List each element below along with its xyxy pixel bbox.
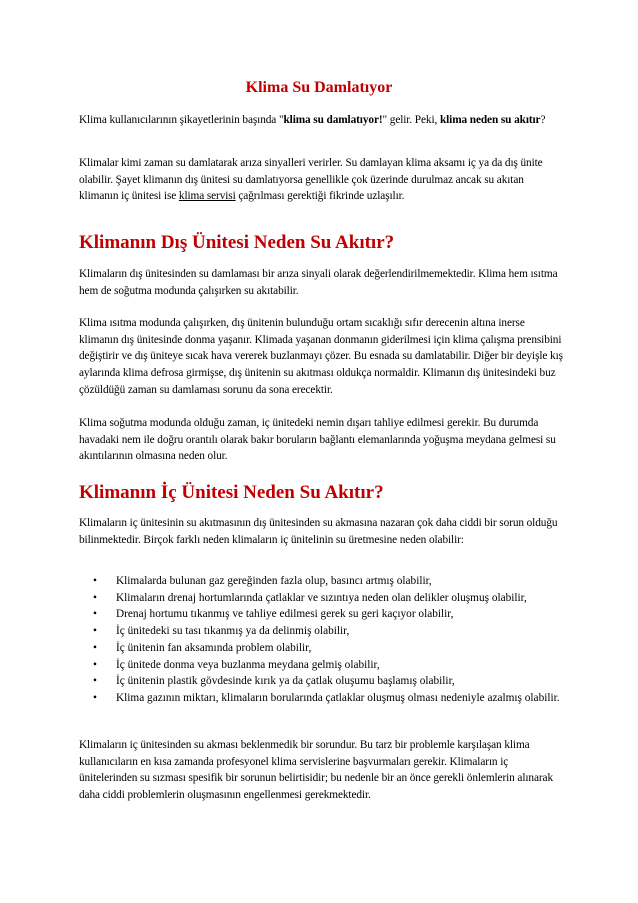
intro-bold-quote: klima su damlatıyor! [283,114,383,126]
intro-text-middle: " gelir. Peki, [382,114,440,126]
intro-paragraph [79,112,564,129]
list-item [93,640,576,657]
bullet-icon: • [93,591,97,604]
causes-list [79,573,576,707]
list-item-text: İç ünitenin fan aksamında problem olabilir, [116,641,312,654]
bullet-icon: • [93,658,97,671]
list-item [93,673,576,690]
klima-servisi-link[interactable]: klima servisi [178,190,236,203]
overview-text-after: çağrılması gerektiği fikrinde uzlaşılır. [235,190,405,203]
intro-bold-question: klima neden su akıtır [439,114,541,126]
list-item-text: Drenaj hortumu tıkanmış ve tahliye edilmesi gerek su geri kaçıyor olabilir, [116,608,454,621]
overview-text-before: Klimalar kimi zaman su damlatarak arıza sinyalleri verirler. Su damlayan klima aksamı iç ya da dış ünite olabilir. Şayet klimanın dış ünitesi su damlatıyorsa genellikle çok üzerinde durulmaz ancak su akıtan klimanın iç ünitesi ise [79,157,543,203]
overview-paragraph [79,155,564,205]
section-heading-indoor-unit: Klimanın İç Ünitesi Neden Su Akıtır? [79,482,384,503]
outdoor-paragraph-2: Klima ısıtma modunda çalışırken, dış ünitenin bulunduğu ortam sıcaklığı sıfır derecenin altına inerse klimanın dış ünitesinde donma yaşanır. Klimada yaşanan donmanın giderilmesi için klima çalışma prensibini değiştirir ve dış üniteye sıcak hava vererek buzlanmayı çözer. Bu esnada su damlatabilir. Diğer bir deyişle kış aylarında klima defrosa girmişse, dış ünitenin su akıtması oldukça normaldir. Klimanın dış ünitesindeki buz çözüldüğü zaman su damlaması sorunu da sona erecektir. [79,317,563,396]
list-item-text: İç ünitede donma veya buzlanma meydana gelmiş olabilir, [116,658,380,671]
bullet-icon: • [93,575,97,587]
list-item-text: İç ünitenin plastik gövdesinde kırık ya da çatlak oluşumu başlamış olabilir, [116,675,455,688]
section-heading-outdoor-unit: Klimanın Dış Ünitesi Neden Su Akıtır? [79,232,395,253]
list-item-text: Klimaların drenaj hortumlarında çatlaklar ve sızıntıya neden olan delikler oluşmuş olabilir, [116,591,527,604]
list-item [93,623,576,640]
outdoor-paragraph-1: Klimaların dış ünitesinden su damlaması bir arıza sinyali olarak değerlendirilmemektedir. Klima hem ısıtma hem de soğutma modunda çalışırken su akıtabilir. [79,268,558,297]
list-item [93,690,576,707]
list-item [93,590,576,607]
indoor-paragraph-1: Klimaların iç ünitesinin su akıtmasının dış ünitesinden su akmasına nazaran çok daha ciddi bir sorun olduğu bilinmektedir. Birçok farklı neden klimaların iç ünitelinin su üretmesine neden olabilir: [79,517,558,546]
list-item-text: Klima gazının miktarı, klimaların borularında çatlaklar oluşmuş olması nedeniyle azalmış olabilir. [116,691,560,704]
list-item [93,573,576,590]
bullet-icon: • [93,625,97,638]
bullet-icon: • [93,691,97,704]
list-item [93,606,576,623]
bullet-icon: • [93,675,97,688]
list-item-text: Klimalarda bulunan gaz gereğinden fazla olup, basıncı artmış olabilir, [116,575,432,587]
bullet-icon: • [93,641,97,654]
outdoor-paragraph-3: Klima soğutma modunda olduğu zaman, iç ünitedeki nemin dışarı tahliye edilmesi gerekir. Bu durumda havadaki nem ile doğru orantılı olarak bakır boruların bağlantı elemanlarında yoğuşma meydana gelmesi su akıntılarının olmasına neden olur. [79,417,556,463]
intro-text-before: Klima kullanıcılarının şikayetlerinin başında " [79,114,284,126]
indoor-paragraph-2: Klimaların iç ünitesinden su akması beklenmedik bir sorundur. Bu tarz bir problemle karşılaşan klima kullanıcıların en kısa zamanda profesyonel klima servislerine başvurmaları gerekir. Klimaların iç ünitelerinden su sızması spesifik bir sorunun belirtisidir; bu nedenle bir an önce gerekli önlemlerin alınarak daha ciddi problemlerin oluşmasının engellenmesi gerekmektedir. [79,739,554,802]
intro-text-after: ? [540,114,546,126]
list-item [93,657,576,674]
bullet-icon: • [93,608,97,621]
list-item-text: İç ünitedeki su tası tıkanmış ya da delinmiş olabilir, [116,625,350,638]
page-title: Klima Su Damlatıyor [245,79,393,96]
